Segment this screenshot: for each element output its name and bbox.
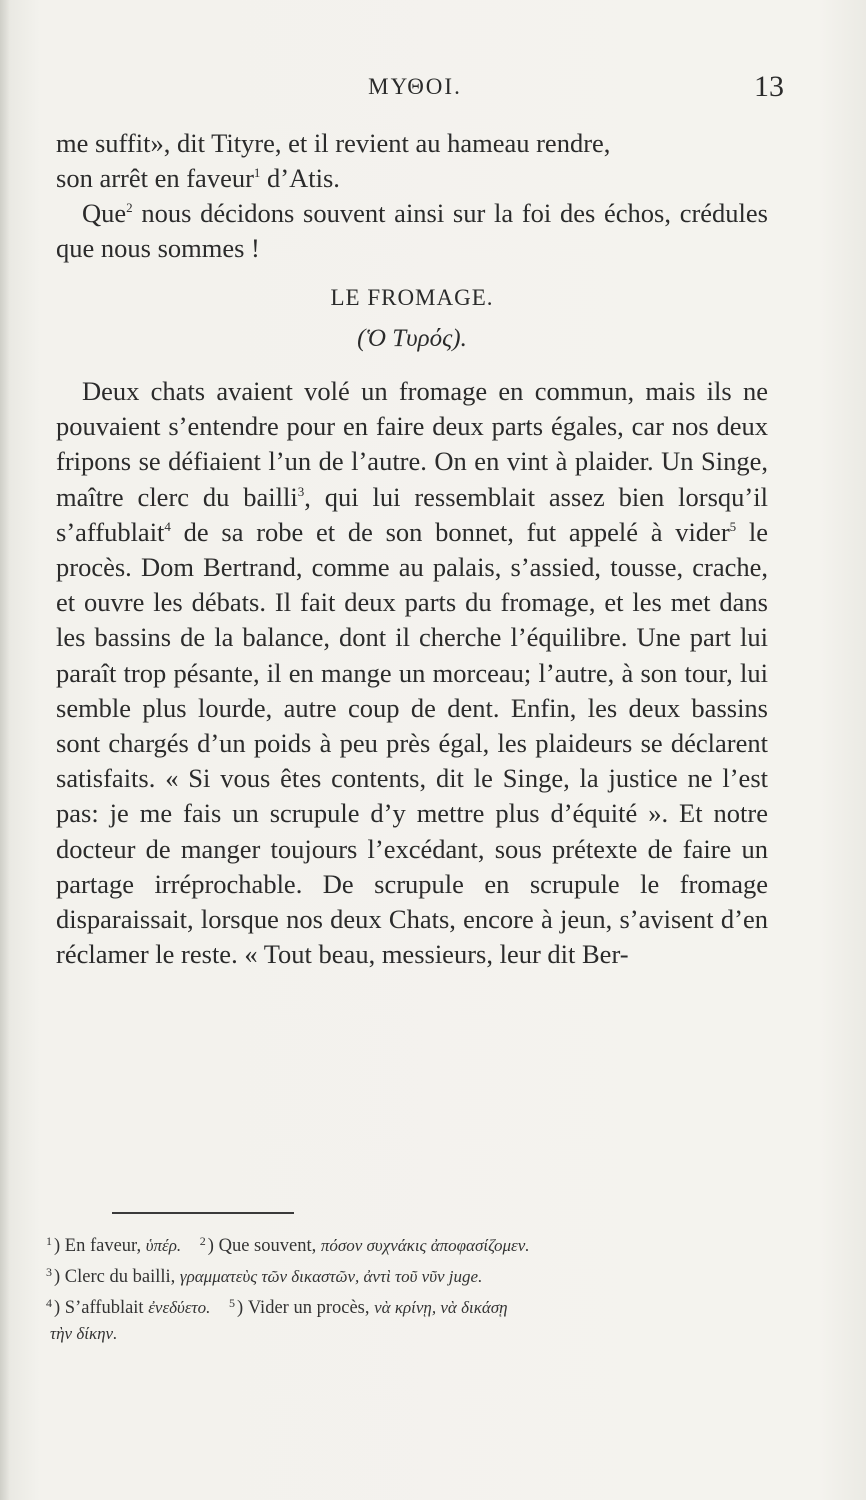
footnote-3: $^3$ ) Clerc du bailli, γραμματεὺς τῶν δικαστῶν, ἀντὶ τοῦ νῦν juge. — [46, 1265, 483, 1287]
footnote-mark-4: 4 — [164, 518, 171, 534]
top-paragraph-line-1: me suffit», dit Tityre, et il revient au hameau rendre, — [56, 128, 611, 158]
running-title: ΜΥΘΟΙ. — [368, 74, 462, 99]
top-paragraph-line-2: son arrêt en faveur$^1$ d’Atis. — [56, 163, 340, 193]
footnote-4: $^4$ ) S’affublait ἐνεδύετο. — [46, 1296, 211, 1318]
top-paragraph — [56, 126, 768, 196]
footnote-1: $^1$ ) En faveur, ὑπέρ. — [46, 1234, 182, 1256]
footnote-line — [46, 1228, 806, 1259]
section-subtitle: (Ὁ Τυρός). — [357, 325, 467, 352]
second-paragraph: Que$^2$ nous décidons souvent ainsi sur la foi des échos, crédules que nous sommes ! — [56, 198, 768, 263]
fable-paragraph: Deux chats avaient volé un fromage en commun, mais ils ne pouvaient s’entendre pour en faire deux parts égales, car nos deux fripons se défiaient l’un de l’autre. On en vint à plaider. Un Singe, maître clerc du bailli$^3$, qui lui ressemblait assez bien lorsqu’il s’affublait$^4$ de sa robe et de son bonnet, fut appelé à vider$^5$ le procès. Dom Bertrand, comme au palais, s’assied, tousse, crache, et ouvre les débats. Il fait deux parts du fromage, et les met dans les bassins de la balance, dont il cherche l’équilibre. Une part lui paraît trop pésante, il en mange un morceau; l’autre, à son tour, lui semble plus lourde, autre coup de dent. Enfin, les deux bassins sont chargés d’un poids à peu près égal, les plaideurs se déclarent satisfaits. « Si vous êtes contents, dit le Singe, la justice ne l’est pas: je me fais un scrupule d’y mettre plus d’équité ». Et notre docteur de manger toujours l’excédant, sous prétexte de faire un partage irréprochable. De scrupule en scrupule le fromage disparaissait, lorsque nos deux Chats, encore à jeun, s’avisent d’en réclamer le reste. « Tout beau, messieurs, leur dit Ber- — [56, 376, 768, 970]
footnote-rule — [112, 1212, 294, 1214]
footnote-2: $^2$ ) Que souvent, πόσον συχνάκις ἀποφασίζομεν. — [199, 1234, 530, 1256]
page-number: 13 — [754, 70, 784, 103]
footnote-line — [46, 1259, 806, 1290]
footnote-mark-2: 2 — [126, 200, 133, 215]
footnote-mark-1: 1 — [253, 165, 261, 180]
section-heading: LE FROMAGE. — [330, 285, 494, 310]
main-text — [56, 126, 768, 972]
running-header — [58, 70, 784, 106]
footnote-5: $^5$ ) Vider un procès, νὰ κρίνῃ, νὰ δικάσῃ — [229, 1296, 508, 1318]
footnote-continuation: τὴν δίκην. — [50, 1324, 118, 1343]
footnote-mark-5: 5 — [729, 518, 737, 534]
footnotes — [46, 1228, 806, 1347]
footnote-mark-3: 3 — [297, 483, 305, 499]
page-spine-shadow — [0, 0, 10, 1500]
footnote-line — [46, 1290, 806, 1321]
